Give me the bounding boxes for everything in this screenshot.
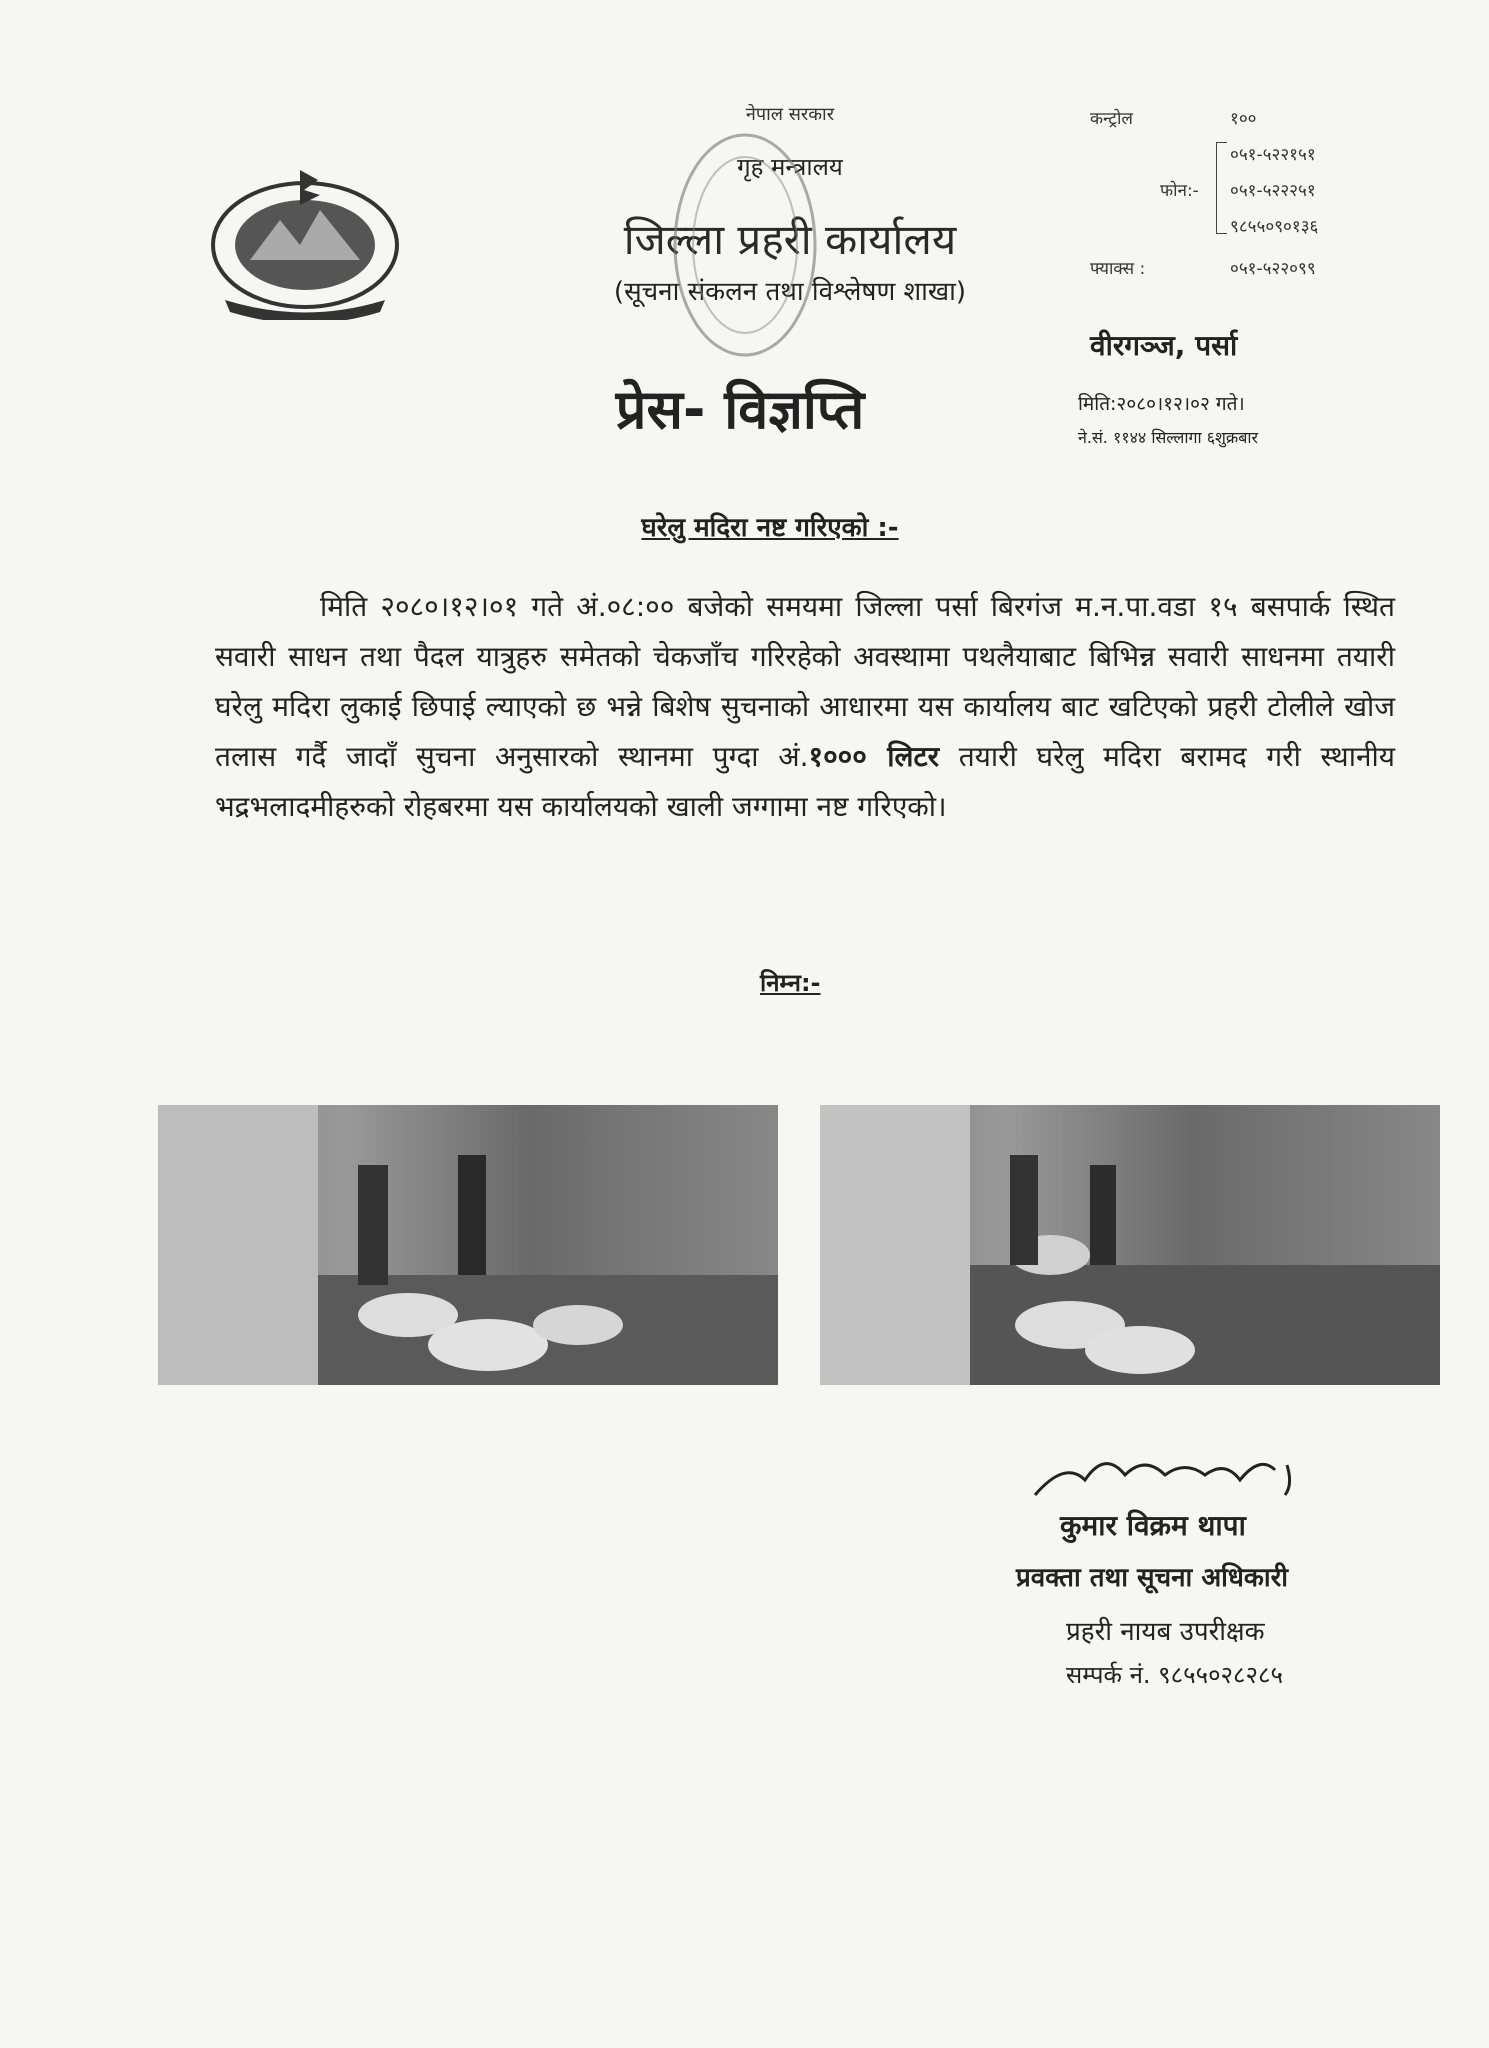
body-text-part2: तयारी घरेलु मदिरा बरामद गरी स्थानीय भद्रभलादमीहरुको रोहबरमा यस कार्यालयको खाली जग्गामा नष्ट गरिएको।	[215, 740, 1395, 823]
signatory-designation: प्रवक्ता तथा सूचना अधिकारी	[1016, 1563, 1288, 1593]
signatory-name: कुमार विक्रम थापा	[1060, 1509, 1246, 1542]
phone-row-2	[1090, 178, 1316, 201]
date: मिति:२०८०।१२।०२ गते।	[1078, 393, 1245, 415]
below-heading: निम्न:-	[760, 969, 821, 997]
place: वीरगञ्ज, पर्सा	[1090, 329, 1238, 362]
signatory-contact: सम्पर्क नं. ९८५५०२८२८५	[1066, 1661, 1283, 1689]
section-name: (सूचना संकलन तथा विश्लेषण शाखा)	[613, 277, 967, 307]
office-name: जिल्ला प्रहरी कार्यालय	[623, 215, 957, 264]
signature-icon	[1025, 1440, 1325, 1510]
fax-value: ०५१-५२२०९९	[1230, 259, 1316, 279]
evidence-photo-left	[158, 1105, 778, 1385]
government-name: नेपाल सरकार	[745, 104, 835, 125]
nepal-sambat-date: ने.सं. ११४४ सिल्लागा ६शुक्रबार	[1078, 428, 1259, 447]
phone-number: ९८५५०९०१३६	[1230, 217, 1319, 237]
control-value: १००	[1230, 109, 1257, 129]
nepal-emblem-icon	[200, 150, 410, 320]
evidence-photo-right	[820, 1105, 1440, 1385]
body-text-part1: मिति २०८०।१२।०१ गते अं.०८:०० बजेको समयमा जिल्ला पर्सा बिरगंज म.न.पा.वडा १५ बसपार्क स्थित सवारी साधन तथा पैदल यात्रुहरु समेतको चेकजाँच गरिरहेको अवस्थामा पथलैयाबाट बिभिन्न सवारी साधनमा तयारी घरेलु मदिरा लुकाई छिपाई ल्याएको छ भन्ने बिशेष सुचनाको आधारमा यस कार्यालय बाट खटिएको प्रहरी टोलीले खोज तलास गर्दै जादाँ सुचना अनुसारको स्थानमा पुग्दा अं.	[215, 590, 1395, 773]
control-row	[1090, 106, 1257, 129]
evidence-photo-left-image	[158, 1105, 778, 1385]
phone-number: ०५१-५२२२५१	[1230, 181, 1316, 201]
subject-heading: घरेलु मदिरा नष्ट गरिएको :-	[641, 513, 899, 543]
fax-label: फ्याक्स :	[1090, 259, 1146, 279]
phone-number: ०५१-५२२१५१	[1230, 145, 1316, 165]
body-paragraph	[215, 582, 1395, 832]
press-release-title: प्रेस- विज्ञप्ति	[615, 378, 865, 441]
phone-label: फोन:-	[1160, 181, 1199, 201]
ministry-name: गृह मन्त्रालय	[737, 153, 843, 181]
evidence-photo-right-image	[820, 1105, 1440, 1385]
office-stamp-icon	[660, 120, 830, 370]
fax-row	[1090, 256, 1316, 279]
phone-bracket	[1216, 142, 1227, 234]
control-label: कन्ट्रोल	[1090, 109, 1133, 129]
body-text-quantity: १००० लिटर	[808, 740, 940, 773]
signatory-rank: प्रहरी नायब उपरीक्षक	[1066, 1617, 1265, 1647]
